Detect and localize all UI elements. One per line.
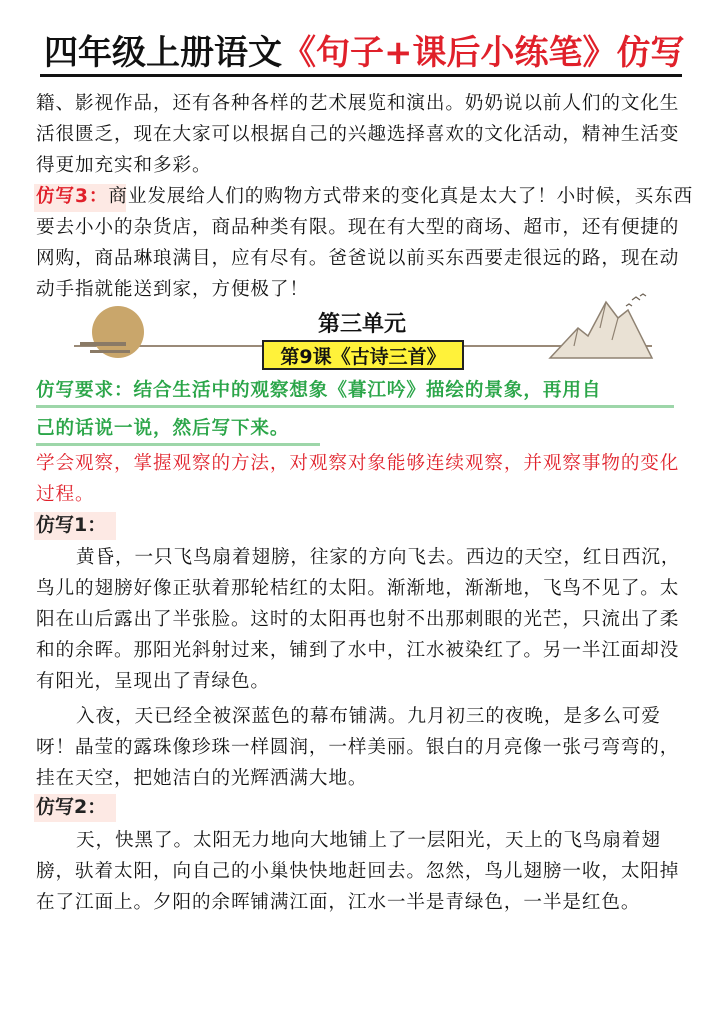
imitation3-text: 商业发展给人们的购物方式带来的变化真是太大了！小时候，买东西要去小小的杂货店，商品种类有限。现在有大型的商场、超市，还有便捷的网购，商品琳琅满目，应有尽有。爸爸说以前买东西要走很远的路，现在动动手指就能送到家，方便极了！ bbox=[36, 186, 694, 300]
title-prefix: 四年级上册语文 bbox=[44, 33, 282, 73]
lesson-title: 第9课《古诗三首》 bbox=[262, 340, 464, 370]
requirement-line-1: 仿写要求：结合生活中的观察想象《暮江吟》描绘的景象，再用自 bbox=[36, 380, 602, 401]
unit-title: 第三单元 bbox=[317, 312, 406, 337]
imitation2-paragraph-1: 天，快黑了。太阳无力地向大地铺上了一层阳光，天上的飞鸟扇着翅膀，驮着太阳，向自己的小巢快快地赶回去。忽然，鸟儿翅膀一收，太阳掉在了江面上。夕阳的余晖铺满江面，江水一半是青绿色，一半是红色。 bbox=[36, 830, 680, 913]
setting-sun-icon bbox=[80, 302, 150, 364]
requirement-underline-1 bbox=[36, 405, 674, 408]
imitation1-label: 仿写1： bbox=[36, 514, 107, 536]
intro-paragraph: 籍、影视作品，还有各种各样的艺术展览和演出。奶奶说以前人们的文化生活很匮乏，现在大家可以根据自己的兴趣选择喜欢的文化活动，精神生活变得更加充实和多彩。 bbox=[36, 93, 680, 176]
requirement-line-2: 己的话说一说，然后写下来。 bbox=[36, 418, 290, 439]
observation-note: 学会观察，掌握观察的方法，对观察对象能够连续观察，并观察事物的变化过程。 bbox=[36, 453, 680, 505]
mountain-icon bbox=[548, 288, 654, 362]
imitation2-label: 仿写2： bbox=[36, 796, 107, 818]
imitation3-label: 仿写3： bbox=[36, 186, 109, 207]
title-underline bbox=[40, 74, 682, 77]
imitation1-paragraph-2: 入夜，天已经全被深蓝色的幕布铺满。九月初三的夜晚，是多么可爱呀！晶莹的露珠像珍珠一样圆润，一样美丽。银白的月亮像一张弓弯弯的，挂在天空，把她洁白的光辉洒满大地。 bbox=[36, 706, 680, 789]
requirement-underline-2 bbox=[36, 443, 320, 446]
title-highlight: 《句子+课后小练笔》仿写 bbox=[282, 33, 685, 73]
imitation1-paragraph-1: 黄昏，一只飞鸟扇着翅膀，往家的方向飞去。西边的天空，红日西沉，鸟儿的翅膀好像正驮着那轮桔红的太阳。渐渐地，渐渐地，飞鸟不见了。太阳在山后露出了半张脸。这时的太阳再也射不出那刺眼的光芒，只流出了柔和的余晖。那阳光斜射过来，铺到了水中，江水被染红了。另一半江面却没有阳光，呈现出了青绿色。 bbox=[36, 547, 681, 692]
imitation3-paragraph bbox=[36, 181, 696, 305]
